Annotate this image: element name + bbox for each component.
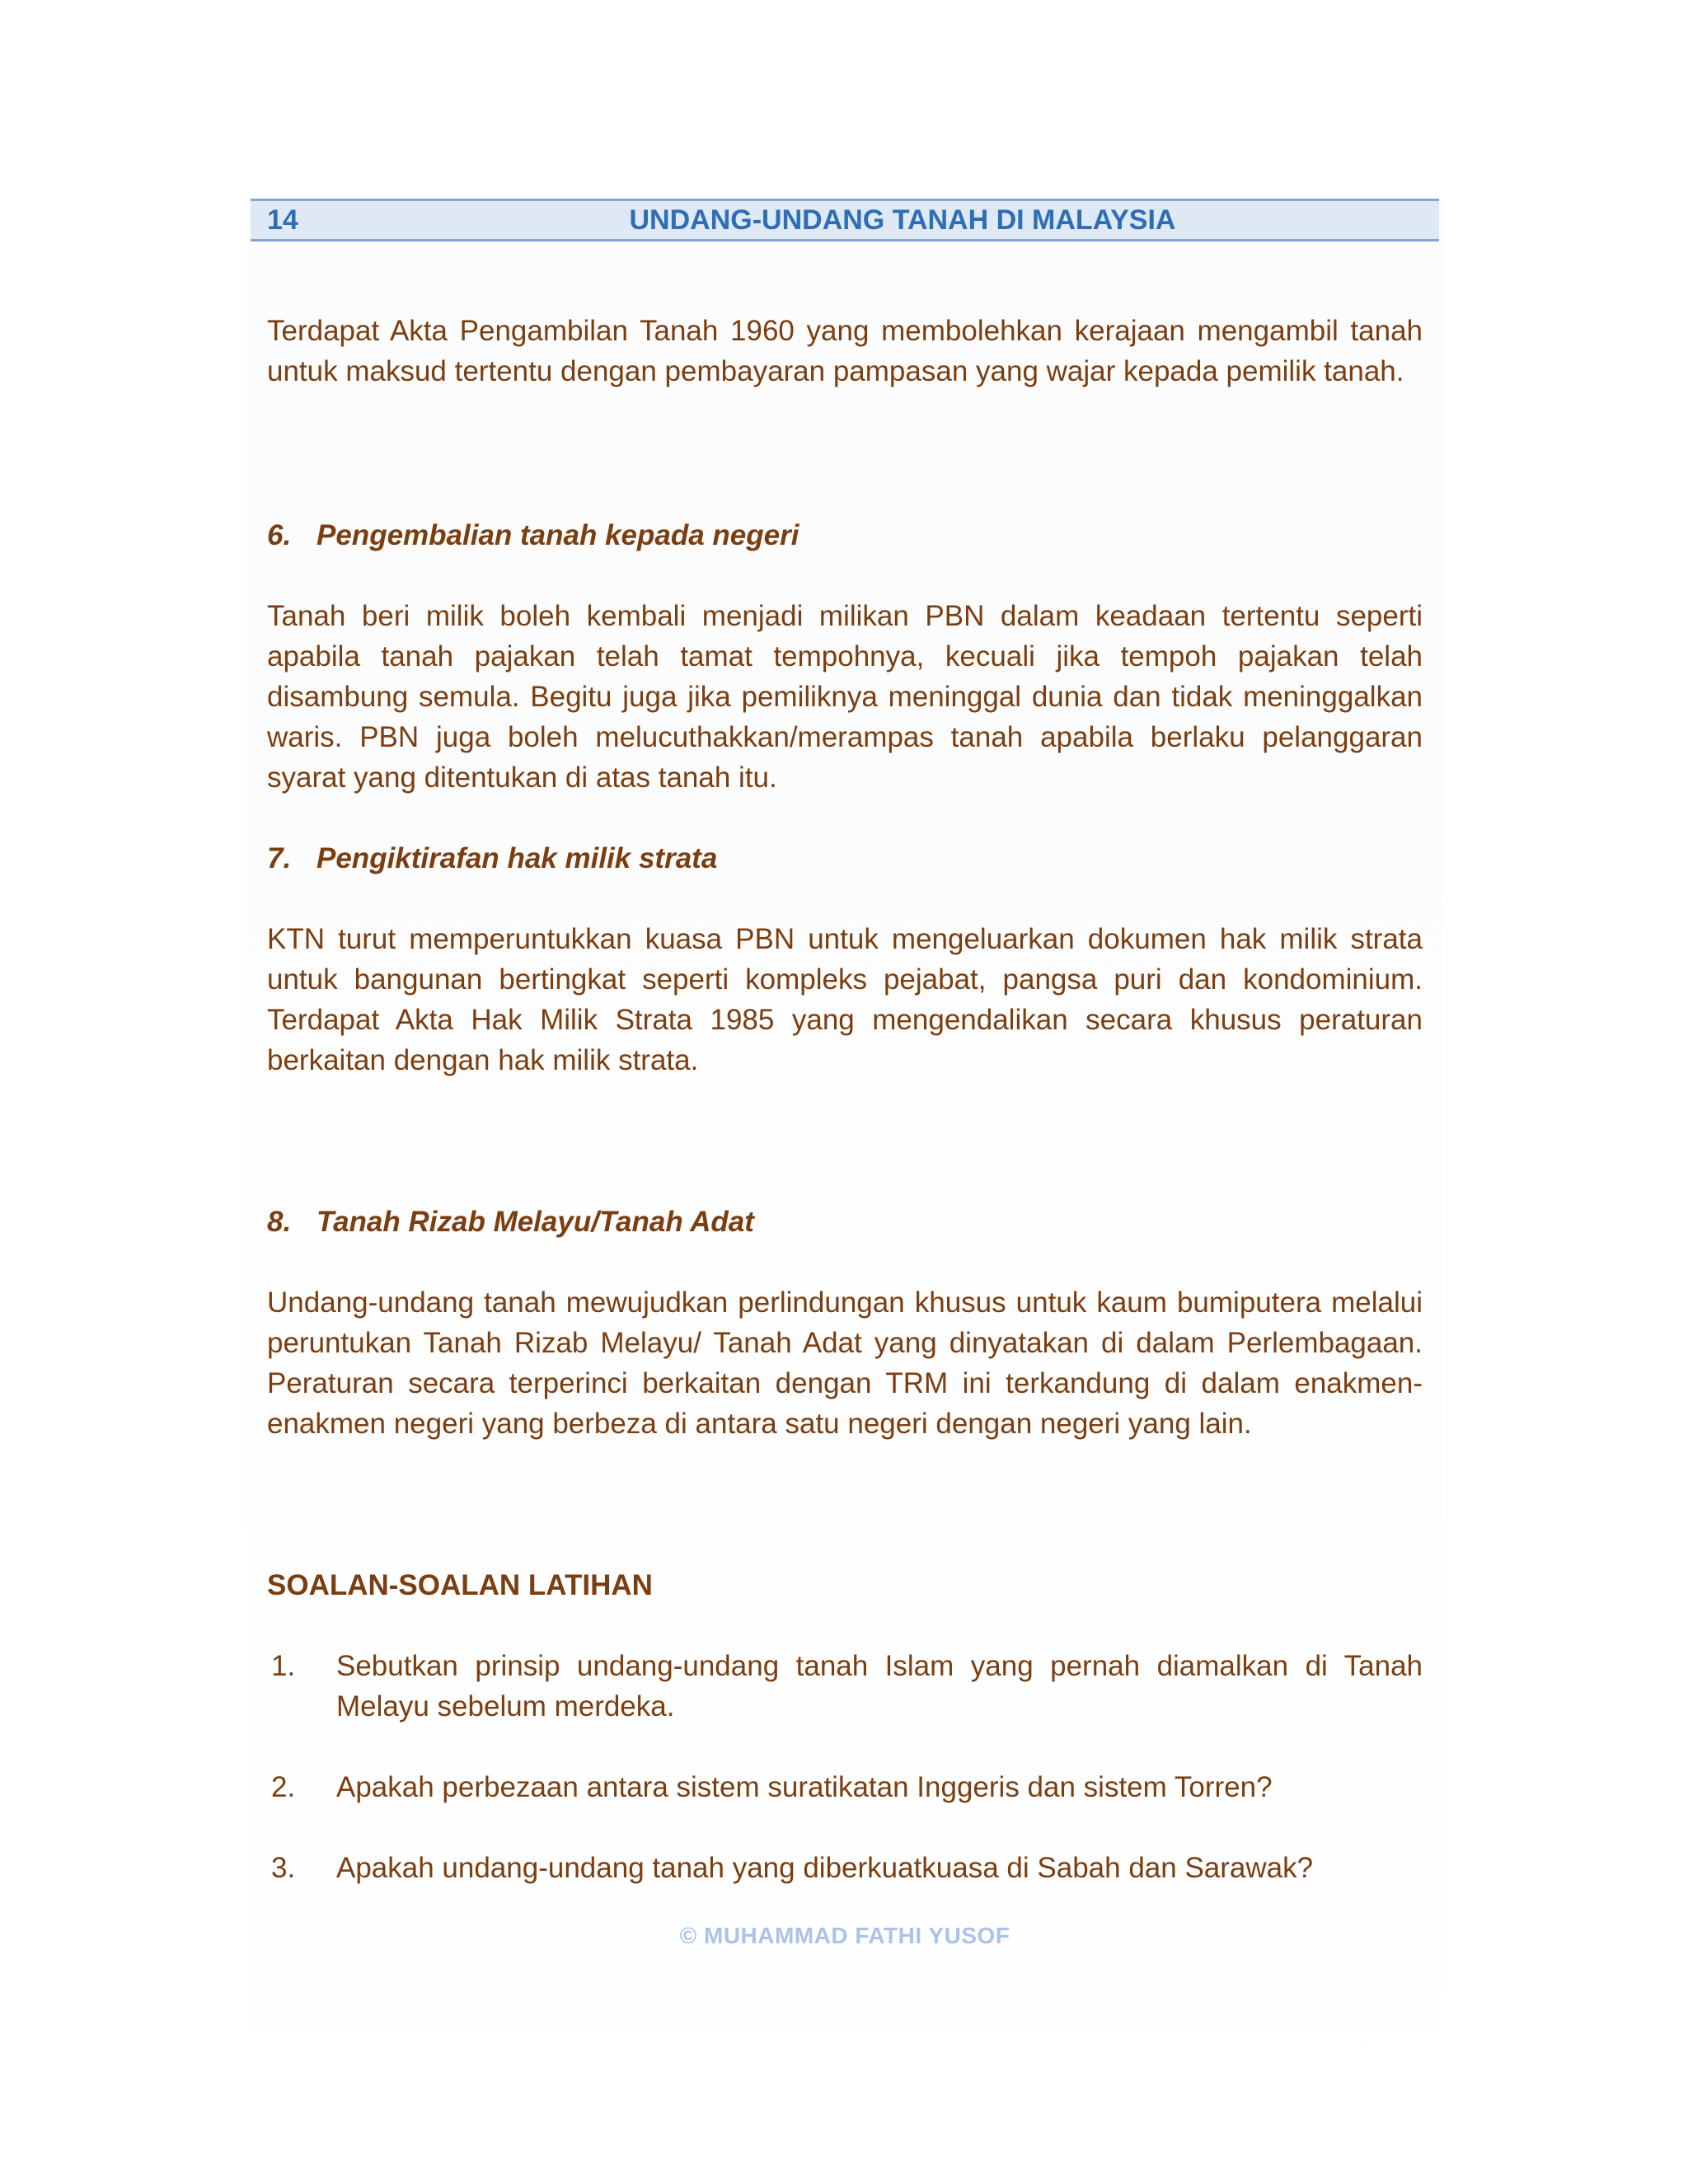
section-number: 6. bbox=[267, 519, 292, 551]
question-number: 1. bbox=[271, 1650, 296, 1682]
question-number: 2. bbox=[271, 1771, 296, 1803]
list-item bbox=[267, 1767, 1423, 1807]
question-number: 3. bbox=[271, 1852, 296, 1884]
section-body-6: Tanah beri milik boleh kembali menjadi milikan PBN dalam keadaan tertentu seperti apabila tanah pajakan telah tamat tempohnya, kecuali jika tempoh pajakan telah disambung semula. Begitu juga jika pemiliknya meninggal dunia dan tidak meninggalkan waris. PBN juga boleh melucuthakkan/merampas tanah apabila berlaku pelanggaran syarat yang ditentukan di atas tanah itu. bbox=[267, 600, 1423, 794]
section-heading-8 bbox=[267, 1202, 754, 1242]
section-title: Tanah Rizab Melayu/Tanah Adat bbox=[316, 1206, 754, 1238]
question-text: Apakah undang-undang tanah yang diberkuatkuasa di Sabah dan Sarawak? bbox=[336, 1852, 1314, 1884]
exercises-title: SOALAN-SOALAN LATIHAN bbox=[267, 1569, 653, 1601]
section-title: Pengembalian tanah kepada negeri bbox=[316, 519, 799, 551]
question-text: Sebutkan prinsip undang-undang tanah Islam yang pernah diamalkan di Tanah Melayu sebelum merdeka. bbox=[336, 1650, 1423, 1722]
section-body-8: Undang-undang tanah mewujudkan perlindungan khusus untuk kaum bumiputera melalui peruntukan Tanah Rizab Melayu/ Tanah Adat yang dinyatakan di dalam Perlembagaan. Peraturan secara terperinci berkaitan dengan TRM ini terkandung di dalam enakmen-enakmen negeri yang berbeza di antara satu negeri dengan negeri yang lain. bbox=[267, 1286, 1423, 1440]
page-number: 14 bbox=[267, 204, 298, 236]
section-title: Pengiktirafan hak milik strata bbox=[316, 842, 718, 874]
copyright-footer: © MUHAMMAD FATHI YUSOF bbox=[679, 1923, 1010, 1948]
running-header bbox=[251, 199, 1439, 241]
list-item bbox=[267, 1848, 1423, 1888]
question-text: Apakah perbezaan antara sistem suratikatan Inggeris dan sistem Torren? bbox=[336, 1771, 1273, 1803]
book-title: UNDANG-UNDANG TANAH DI MALAYSIA bbox=[629, 204, 1176, 236]
section-heading-6 bbox=[267, 515, 799, 555]
list-item bbox=[267, 1646, 1423, 1727]
section-body-7: KTN turut memperuntukkan kuasa PBN untuk mengeluarkan dokumen hak milik strata untuk bangunan bertingkat seperti kompleks pejabat, pangsa puri dan kondominium. Terdapat Akta Hak Milik Strata 1985 yang mengendalikan secara khusus peraturan berkaitan dengan hak milik strata. bbox=[267, 923, 1423, 1076]
intro-paragraph: Terdapat Akta Pengambilan Tanah 1960 yang membolehkan kerajaan mengambil tanah untuk maksud tertentu dengan pembayaran pampasan yang wajar kepada pemilik tanah. bbox=[267, 315, 1423, 387]
section-number: 8. bbox=[267, 1206, 292, 1238]
section-heading-7 bbox=[267, 838, 717, 879]
section-number: 7. bbox=[267, 842, 292, 874]
